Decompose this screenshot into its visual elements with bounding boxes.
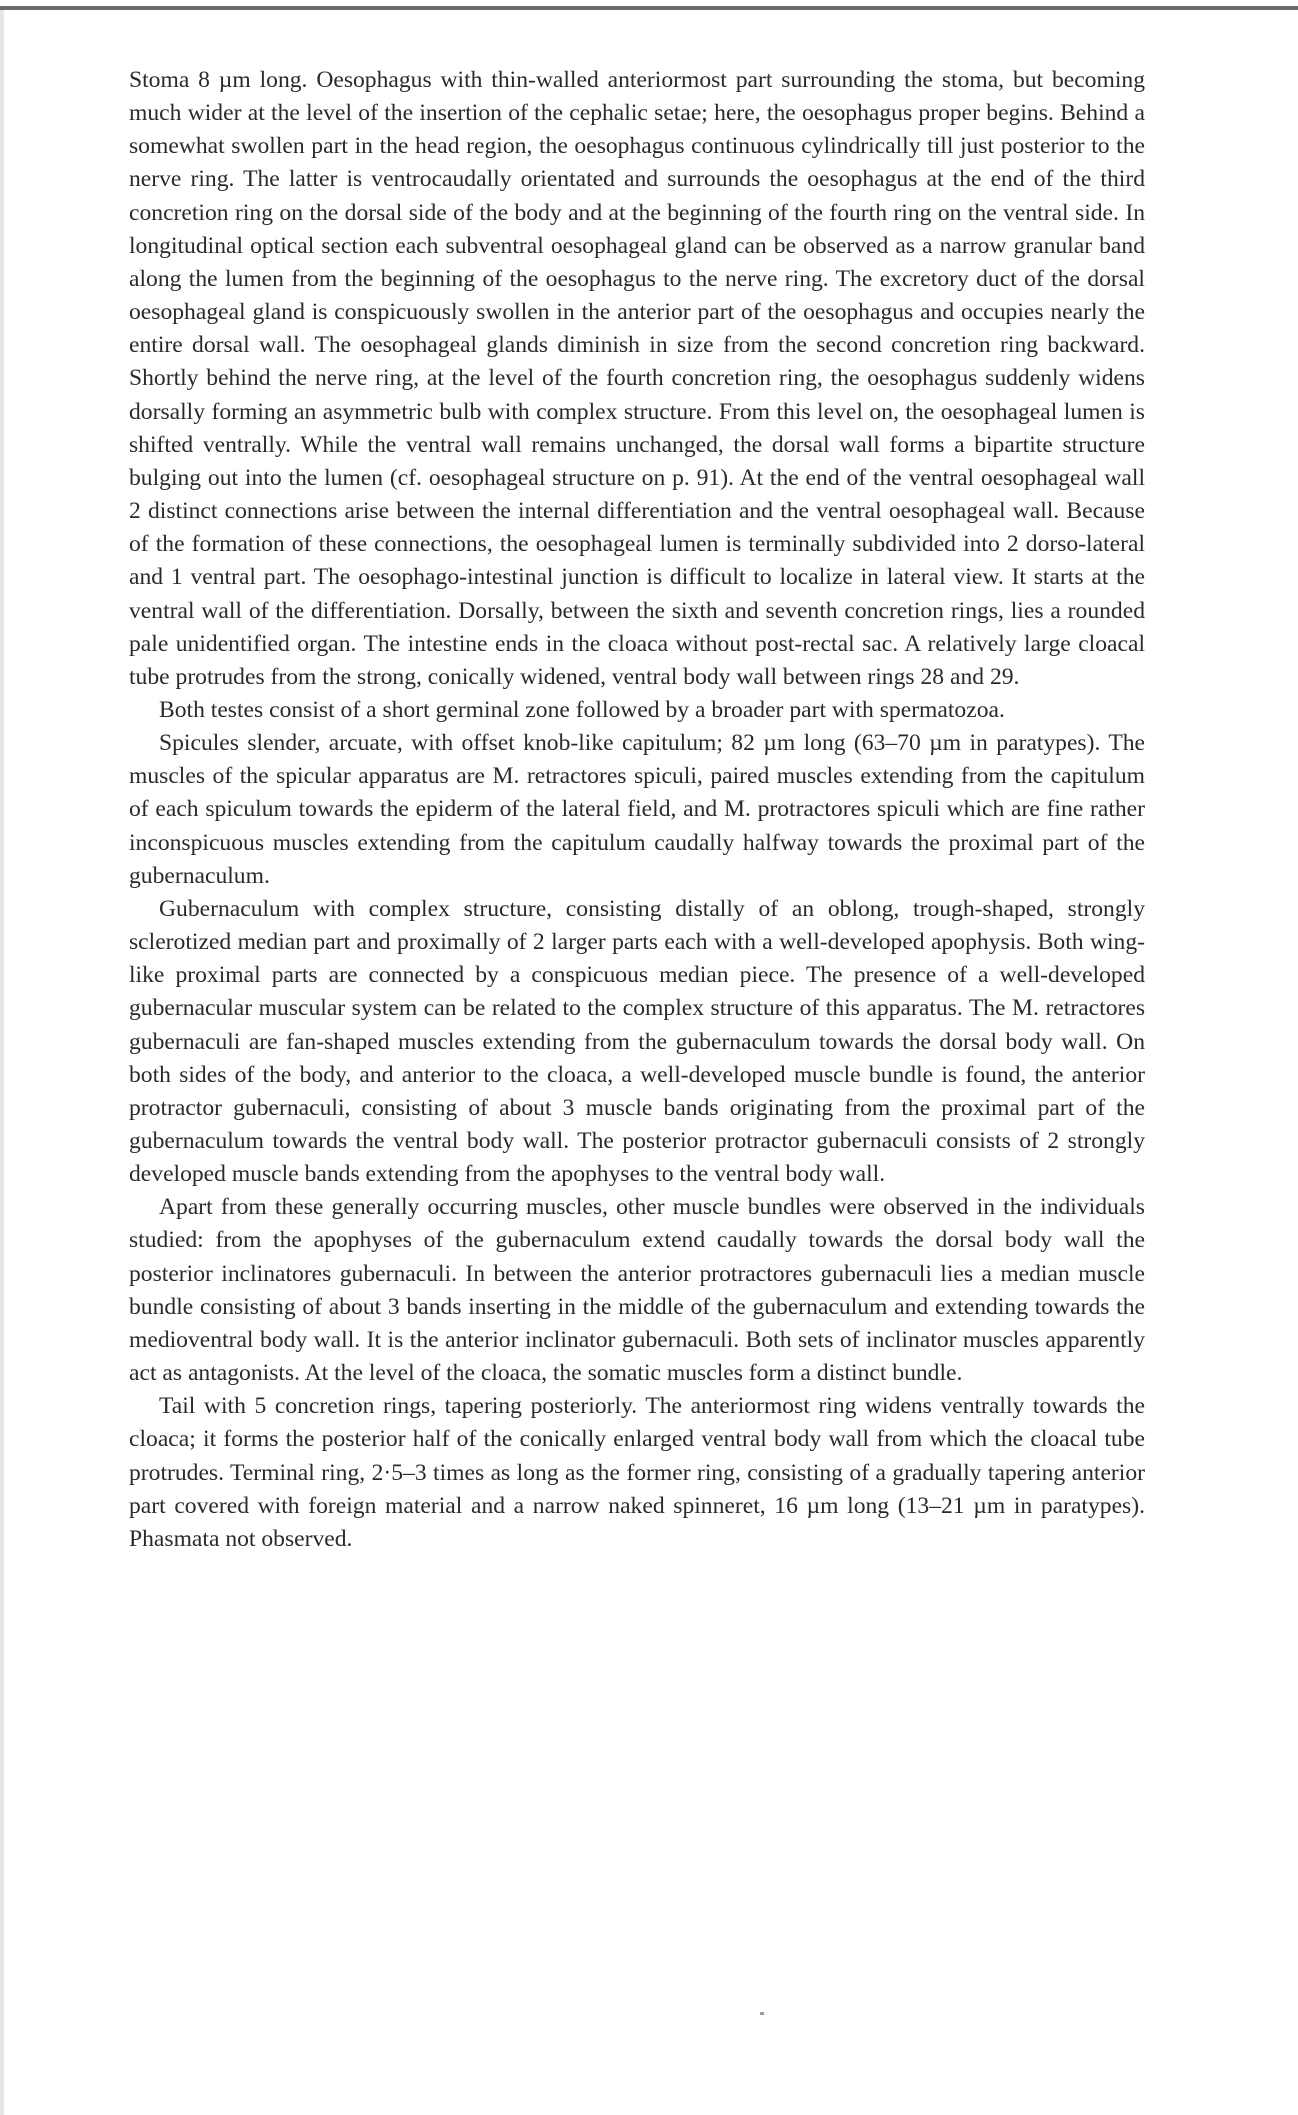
- paragraph-muscle-bundles: Apart from these generally occurring muscles, other muscle bundles were observed in the individuals studied: from the apophyses of the gubernaculum extend caudally towards the dorsal body wall the posterior inclinatores gubernaculi. In between the anterior protractores gubernaculi lies a median muscle bundle consisting of about 3 bands inserting in the middle of the gubernaculum and extending towards the medioventral body wall. It is the anterior inclinator gubernaculi. Both sets of inclinator muscles apparently act as antagonists. At the level of the cloaca, the somatic muscles form a distinct bundle.: [129, 1194, 1145, 1387]
- paragraph-gubernaculum: Gubernaculum with complex structure, consisting distally of an oblong, trough-shaped, strongly sclerotized median part and proximally of 2 larger parts each with a well-developed apophysis. Both wing-like proximal parts are connected by a conspicuous median piece. The presence of a well-developed gubernacular muscular system can be related to the complex structure of this apparatus. The M. retractores gubernaculi are fan-shaped muscles extending from the gubernaculum towards the dorsal body wall. On both sides of the body, and anterior to the cloaca, a well-developed muscle bundle is found, the anterior protractor gubernaculi, consisting of about 3 muscle bands originating from the proximal part of the gubernaculum towards the ventral body wall. The posterior protractor gubernaculi consists of 2 strongly developed muscle bands extending from the apophyses to the ventral body wall.: [129, 895, 1145, 1188]
- paragraph-testes: Both testes consist of a short germinal zone followed by a broader part with spermatozoa.: [159, 696, 1005, 723]
- scan-left-edge: [0, 10, 4, 2115]
- paragraph-oesophagus: Stoma 8 µm long. Oesophagus with thin-walled anteriormost part surrounding the stoma, but becoming much wider at the level of the insertion of the cephalic setae; here, the oesophagus proper begins. Behind a somewhat swollen part in the head region, the oesophagus continuous cylindrically till just posterior to the nerve ring. The latter is ventrocaudally orientated and surrounds the oesophagus at the end of the third concretion ring on the dorsal side of the body and at the beginning of the fourth ring on the ventral side. In longitudinal optical section each subventral oesophageal gland can be observed as a narrow granular band along the lumen from the beginning of the oesophagus to the nerve ring. The excretory duct of the dorsal oesophageal gland is conspicuously swollen in the anterior part of the oesophagus and occupies nearly the entire dorsal wall. The oesophageal glands diminish in size from the second concretion ring backward. Shortly behind the nerve ring, at the level of the fourth concretion ring, the oesophagus suddenly widens dorsally forming an asymmetric bulb with complex structure. From this level on, the oesophageal lumen is shifted ventrally. While the ventral wall remains unchanged, the dorsal wall forms a bipartite structure bulging out into the lumen (cf. oesophageal structure on p. 91). At the end of the ventral oesophageal wall 2 distinct connections arise between the internal differentiation and the ventral oesophageal wall. Because of the formation of these connections, the oesophageal lumen is terminally subdivided into 2 dorso-lateral and 1 ventral part. The oesophago-intestinal junction is difficult to localize in lateral view. It starts at the ventral wall of the differentiation. Dorsally, between the sixth and seventh concretion rings, lies a rounded pale unidentified organ. The intestine ends in the cloaca without post-rectal sac. A relatively large cloacal tube protrudes from the strong, conically widened, ventral body wall between rings 28 and 29.: [129, 67, 1145, 690]
- paragraph-spicules: Spicules slender, arcuate, with offset knob-like capitulum; 82 µm long (63–70 µm in paratypes). The muscles of the spicular apparatus are M. retractores spiculi, paired muscles extending from the capitulum of each spiculum towards the epiderm of the lateral field, and M. protractores spiculi which are fine rather inconspicuous muscles extending from the capitulum caudally halfway towards the proximal part of the gubernaculum.: [129, 730, 1145, 889]
- body-text: [129, 64, 1145, 1556]
- scan-top-edge: [0, 6, 1298, 10]
- scan-speck: [760, 2012, 764, 2015]
- paragraph-tail: Tail with 5 concretion rings, tapering posteriorly. The anteriormost ring widens ventrally towards the cloaca; it forms the posterior half of the conically enlarged ventral body wall from which the cloacal tube protrudes. Terminal ring, 2·5–3 times as long as the former ring, consisting of a gradually tapering anterior part covered with foreign material and a narrow naked spinneret, 16 µm long (13–21 µm in paratypes). Phasmata not observed.: [129, 1393, 1145, 1552]
